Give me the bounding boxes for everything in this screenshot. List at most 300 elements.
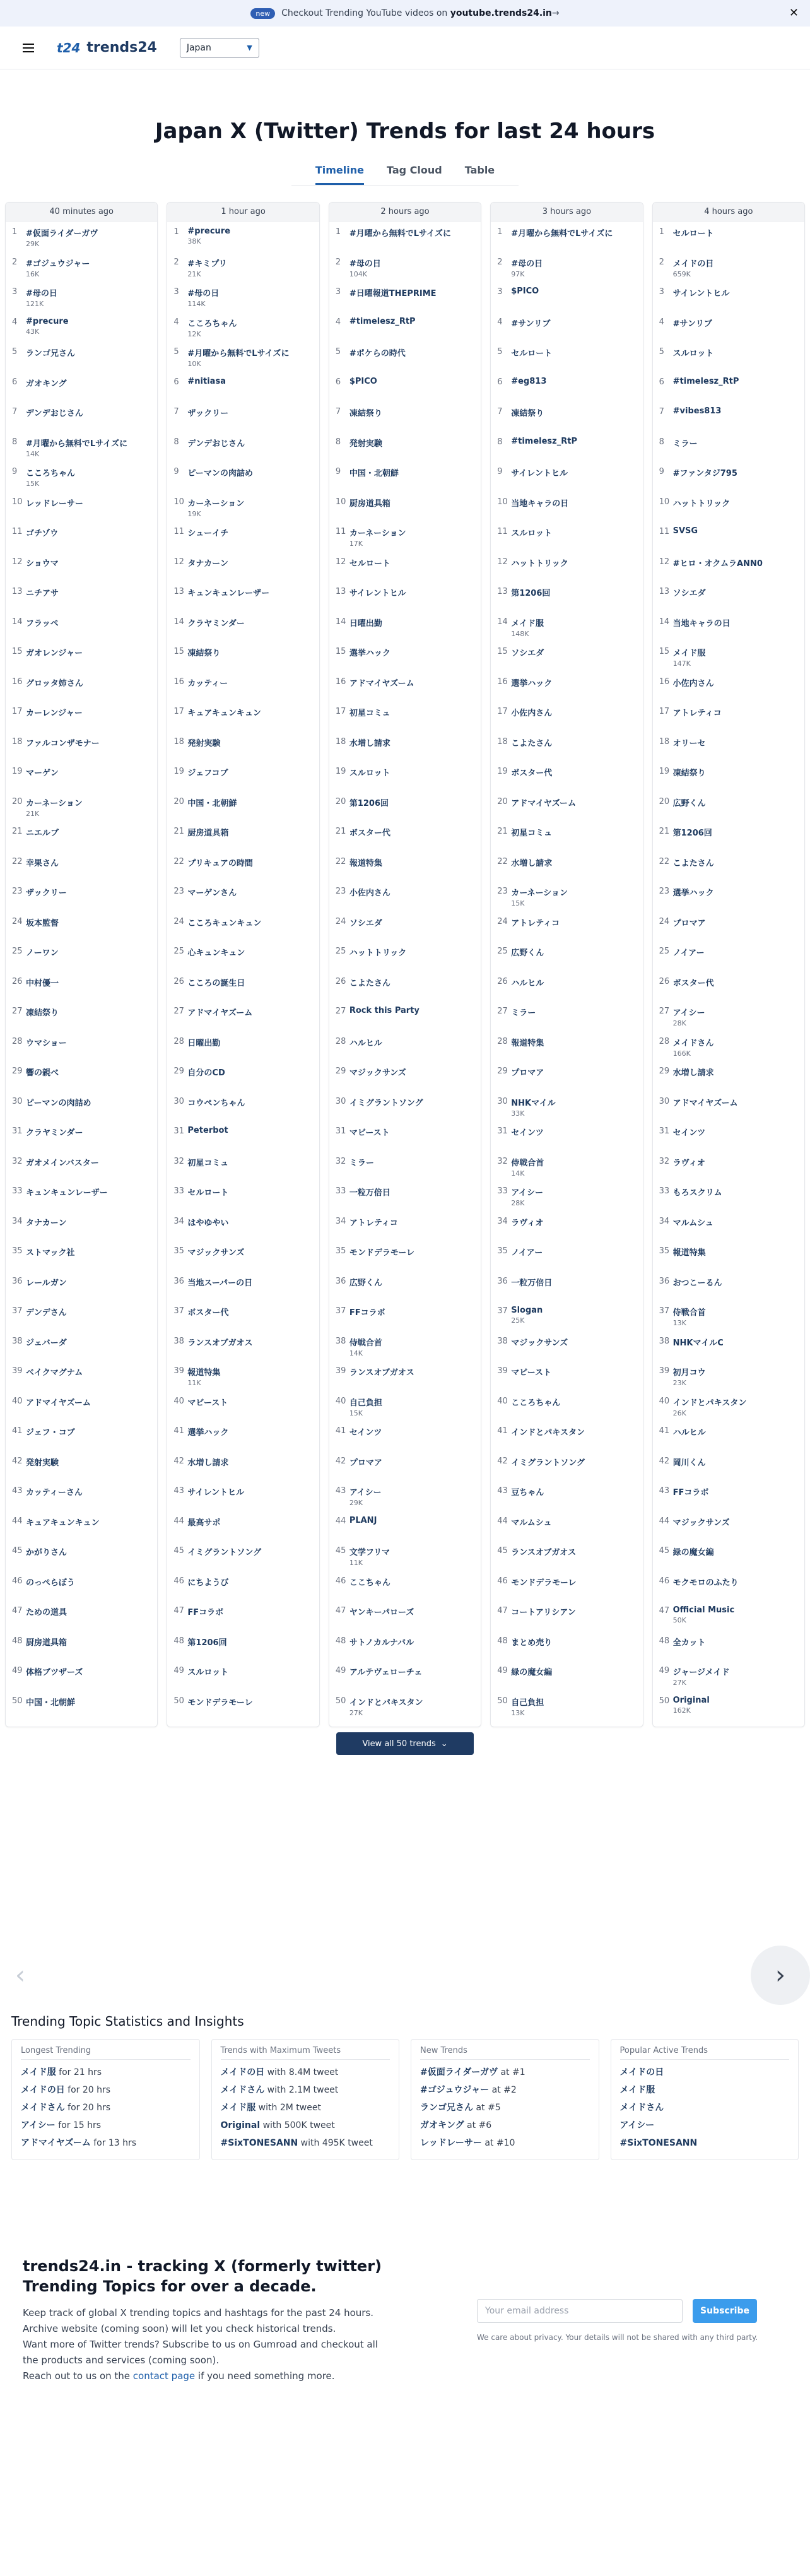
trend-link[interactable]: プロマア — [511, 1068, 544, 1078]
trend-link[interactable]: マジックサンズ — [511, 1338, 568, 1348]
trend-link[interactable]: 当地スーパーの日 — [187, 1278, 253, 1288]
trend-link[interactable]: ボスター代 — [672, 978, 714, 988]
trend-link[interactable]: $PICO — [511, 287, 539, 296]
trend-link[interactable]: ウマショー — [26, 1038, 67, 1048]
chevron-right-icon[interactable]: › — [751, 1946, 810, 2005]
trend-link[interactable]: 一粒万倍日 — [349, 1188, 390, 1198]
trend-link[interactable]: 第1206回 — [349, 798, 389, 808]
trend-link[interactable]: キュアキュンキュン — [26, 1518, 100, 1528]
tab-timeline[interactable]: Timeline — [315, 164, 364, 185]
trend-link[interactable]: サイレントヒル — [511, 469, 568, 478]
trend-link[interactable]: ガオメインバスター — [26, 1158, 99, 1168]
trend-link[interactable]: 選挙ハック — [511, 678, 553, 688]
trend-link[interactable]: セルロート — [672, 229, 714, 239]
contact-link[interactable]: contact page — [132, 2370, 196, 2382]
trend-link[interactable]: モンドデラモーレ — [187, 1698, 253, 1708]
trend-link[interactable]: 選挙ハック — [672, 889, 714, 898]
trend-link[interactable]: #月曜から無料でLサイズに — [349, 229, 451, 239]
trend-link[interactable]: $PICO — [349, 376, 377, 386]
trend-link[interactable]: キュアキュンキュン — [187, 709, 261, 718]
trend-link[interactable]: マルムシュ — [511, 1518, 552, 1528]
trend-link[interactable]: アドマイヤズーム — [26, 1398, 91, 1408]
trend-item — [167, 554, 319, 584]
trend-link[interactable]: ベイクマグナム — [26, 1368, 83, 1378]
trend-link[interactable]: アルテヴェローチェ — [349, 1668, 423, 1677]
trend-link[interactable]: ザックリー — [187, 409, 229, 418]
trend-link[interactable]: ハルヒル — [672, 1428, 706, 1438]
trend-link[interactable]: ピーマンの肉詰め — [26, 1098, 91, 1108]
trend-link[interactable]: 豆ちゃん — [511, 1488, 544, 1498]
trend-link[interactable]: #キミプリ — [187, 259, 227, 269]
trend-link[interactable]: 水増し請求 — [672, 1068, 714, 1078]
trend-link[interactable]: 発射実験 — [26, 1458, 59, 1468]
trend-link[interactable]: 岡川くん — [672, 1458, 706, 1468]
trend-link[interactable]: 響の親べ — [26, 1068, 59, 1078]
trend-link[interactable]: 中国・北朝鮮 — [26, 1698, 76, 1708]
trend-link[interactable]: 凍結祭り — [511, 409, 544, 418]
trend-link[interactable]: 心キュンキュン — [187, 948, 245, 958]
trend-link[interactable]: ジェバーダ — [26, 1338, 67, 1348]
trend-link[interactable]: モンドデラモーレ — [511, 1578, 577, 1588]
stat-detail: with 500K tweet — [260, 2120, 335, 2130]
trend-rank: 4 — [173, 317, 179, 327]
trend-link[interactable]: 自己負担 — [349, 1398, 382, 1408]
trend-link[interactable]: コートアリシアン — [511, 1608, 576, 1617]
stat-trend-link[interactable]: #ゴジュウジャー — [420, 2085, 490, 2095]
trend-link[interactable]: #母の日 — [187, 289, 220, 298]
trend-link[interactable]: 第1206回 — [187, 1638, 227, 1648]
trend-link[interactable]: #timelesz_RtP — [511, 436, 577, 446]
trend-link[interactable]: こよたさん — [349, 978, 390, 988]
tab-tag-cloud[interactable]: Tag Cloud — [386, 164, 442, 176]
trend-link[interactable]: カッティー — [187, 678, 228, 688]
trend-link[interactable]: ジェフ・コブ — [26, 1428, 75, 1438]
trend-link[interactable]: #サンリブ — [511, 319, 551, 329]
trend-link[interactable]: インドとパキスタン — [511, 1428, 585, 1438]
trend-link[interactable]: インドとパキスタン — [672, 1398, 747, 1408]
trend-link[interactable]: 体格ブツザーズ — [26, 1668, 83, 1677]
trend-link[interactable]: アドマイヤズーム — [349, 678, 414, 688]
stat-trend-link[interactable]: レッドレーサー — [420, 2138, 482, 2148]
trend-link[interactable]: セルロート — [187, 1188, 229, 1198]
trend-link[interactable]: 報道特集 — [349, 858, 382, 868]
stat-trend-link[interactable]: アイシー — [21, 2120, 56, 2130]
trend-link[interactable]: アイシー — [672, 1008, 705, 1018]
trend-link[interactable]: FFコラボ — [349, 1308, 385, 1318]
trend-link[interactable]: かがりさん — [26, 1548, 68, 1557]
tweet-count: 27K — [349, 1708, 363, 1717]
stat-trend-link[interactable]: #SixTONESANN — [619, 2138, 698, 2148]
tab-table[interactable]: Table — [464, 164, 495, 176]
trend-link[interactable]: まとめ売り — [511, 1638, 553, 1648]
trend-link[interactable]: ハルヒル — [511, 978, 544, 988]
trend-link[interactable]: マジックサンズ — [349, 1068, 406, 1078]
trend-link[interactable]: #eg813 — [511, 376, 547, 386]
trend-link[interactable]: ここちゃん — [349, 1578, 390, 1588]
trend-link[interactable]: #母の日 — [26, 289, 57, 298]
trend-link[interactable]: 水増し請求 — [187, 1458, 229, 1468]
trend-link[interactable]: マルムシュ — [672, 1218, 713, 1228]
trend-link[interactable]: Rock this Party — [349, 1006, 420, 1015]
trend-link[interactable]: #timelesz_RtP — [672, 376, 739, 386]
trend-link[interactable]: デンデさん — [26, 1308, 67, 1318]
stat-trend-link[interactable]: #仮面ライダーガヴ — [420, 2067, 498, 2077]
trend-link[interactable]: タナカーン — [26, 1218, 67, 1228]
trend-link[interactable]: キュンキュンレーザー — [26, 1188, 108, 1198]
trend-link[interactable]: 厨房道具箱 — [26, 1638, 68, 1648]
trend-link[interactable]: プロマア — [349, 1458, 382, 1468]
trend-link[interactable]: キュンキュンレーザー — [187, 589, 270, 598]
trend-link[interactable]: 選挙ハック — [349, 649, 390, 658]
trend-link[interactable]: アイシー — [349, 1488, 382, 1498]
trend-link[interactable]: デンデおじさん — [187, 439, 245, 449]
trend-link[interactable]: ハットトリック — [672, 499, 731, 509]
trend-link[interactable]: #ポケらの時代 — [349, 349, 406, 358]
trend-link[interactable]: ノイアー — [672, 948, 705, 958]
trend-link[interactable]: Original — [672, 1695, 710, 1705]
trend-link[interactable]: 厨房道具箱 — [187, 829, 229, 838]
trend-link[interactable]: クラヤミンダー — [187, 618, 245, 629]
banner-text[interactable]: Checkout Trending YouTube videos on youtube.trends24.in→ — [281, 8, 560, 18]
trend-link[interactable]: セインツ — [672, 1128, 706, 1138]
trend-link[interactable]: マーゲン — [26, 769, 59, 778]
trend-link[interactable]: 中村優一 — [26, 978, 59, 988]
trend-link[interactable]: ガオキング — [26, 379, 67, 389]
trend-link[interactable]: ザックリー — [26, 889, 67, 898]
trend-link[interactable]: 坂本監督 — [26, 918, 59, 928]
trend-link[interactable]: 凍結祭り — [187, 649, 221, 658]
stat-trend-link[interactable]: メイドさん — [619, 2103, 664, 2113]
trend-link[interactable]: #月曜から無料でLサイズに — [511, 229, 613, 239]
trend-link[interactable]: こころちゃん — [511, 1398, 561, 1408]
view-all-button[interactable] — [336, 1732, 474, 1755]
stat-trend-link[interactable]: ガオキング — [420, 2120, 464, 2130]
logo-icon[interactable]: t24 — [57, 40, 81, 56]
trend-link[interactable]: 文学フリマ — [349, 1548, 390, 1557]
trend-item — [167, 1603, 319, 1633]
trend-link[interactable]: 凍結祭り — [349, 409, 382, 418]
trend-link[interactable]: セインツ — [349, 1428, 382, 1438]
trend-link[interactable]: 小佐内さん — [349, 889, 390, 898]
trend-link[interactable]: #precure — [187, 227, 231, 236]
trend-link[interactable]: 厨房道具箱 — [349, 499, 390, 509]
trend-link[interactable]: ための道具 — [26, 1608, 68, 1617]
trend-link[interactable]: スルロット — [187, 1668, 229, 1677]
trend-link[interactable]: 発射実験 — [349, 439, 382, 449]
trend-link[interactable]: #ゴジュウジャー — [26, 259, 90, 269]
trend-link[interactable]: マジックサンズ — [187, 1248, 245, 1258]
trend-link[interactable]: セルロート — [511, 349, 553, 358]
stat-trend-link[interactable]: Original — [220, 2120, 261, 2130]
trend-link[interactable]: #月曜から無料でLサイズに — [187, 349, 290, 358]
trend-link[interactable]: クラヤミンダー — [26, 1128, 83, 1138]
trend-link[interactable]: スルロット — [349, 769, 390, 778]
trend-link[interactable]: 自己負担 — [511, 1698, 544, 1708]
trend-link[interactable]: FFコラボ — [187, 1608, 224, 1617]
trend-link[interactable]: セルロート — [349, 558, 390, 569]
trend-link[interactable]: 当地キャラの日 — [511, 499, 569, 509]
trend-link[interactable]: #nitiasa — [187, 376, 226, 386]
trend-link[interactable]: アイシー — [511, 1188, 544, 1198]
trend-link[interactable]: 水増し請求 — [511, 858, 553, 868]
trend-link[interactable]: メイド服 — [672, 649, 706, 658]
trend-link[interactable]: 緑の魔女編 — [511, 1668, 553, 1677]
trend-link[interactable]: ニエルブ — [26, 829, 59, 838]
trend-link[interactable]: 初星コミュ — [187, 1158, 229, 1168]
trend-link[interactable]: 小佐内さん — [672, 678, 714, 688]
stat-trend-link[interactable]: アドマイヤズーム — [21, 2138, 91, 2148]
trend-link[interactable]: ハットトリック — [511, 558, 568, 569]
trend-link[interactable]: コウペンちゃん — [187, 1098, 245, 1108]
trend-link[interactable]: ニチアサ — [26, 589, 59, 598]
trend-link[interactable]: ランスオブガオス — [187, 1338, 253, 1348]
trend-link[interactable]: 日曜出勤 — [349, 618, 382, 629]
trend-link[interactable]: ストマック社 — [26, 1248, 75, 1258]
trend-link[interactable]: マジックサンズ — [672, 1518, 730, 1528]
trend-link[interactable]: ミラー — [511, 1008, 536, 1018]
trend-link[interactable]: レッドレーサー — [26, 499, 83, 509]
trend-link[interactable]: ノイアー — [511, 1248, 543, 1258]
chevron-left-icon[interactable]: ‹ — [15, 1961, 25, 1990]
trend-link[interactable]: ガオレンジャー — [26, 649, 83, 658]
trend-link[interactable]: 発射実験 — [187, 738, 221, 748]
stat-trend-link[interactable]: メイドさん — [21, 2103, 65, 2113]
trend-link[interactable]: 凍結祭り — [26, 1008, 59, 1018]
trend-item — [329, 1633, 481, 1663]
trend-link[interactable]: ソシエダ — [349, 918, 382, 928]
trend-link[interactable]: 緑の魔女編 — [672, 1548, 714, 1557]
trend-link[interactable]: カーレンジャー — [26, 709, 83, 718]
trend-link[interactable]: 中国・北朝鮮 — [349, 469, 399, 478]
trend-link[interactable]: 凍結祭り — [672, 769, 706, 778]
trend-link[interactable]: ボスター代 — [349, 829, 390, 838]
trend-link[interactable]: 中国・北朝鮮 — [187, 798, 237, 808]
trend-link[interactable]: #ファンタジ795 — [672, 469, 737, 478]
trend-link[interactable]: ゴチゾウ — [26, 529, 59, 538]
trend-link[interactable]: #precure — [26, 316, 69, 326]
stat-trend-link[interactable]: メイド服 — [619, 2085, 655, 2095]
trend-link[interactable]: 第1206回 — [672, 829, 712, 838]
trend-link[interactable]: スルロット — [672, 349, 714, 358]
trend-link[interactable]: PLANJ — [349, 1515, 377, 1525]
trend-link[interactable]: サイレントヒル — [672, 289, 730, 298]
trend-link[interactable]: NHKマイルC — [672, 1338, 724, 1348]
trend-link[interactable]: マビースト — [187, 1398, 228, 1408]
trend-link[interactable]: こころちゃん — [26, 469, 76, 478]
trend-link[interactable]: にちようび — [187, 1578, 229, 1588]
trend-link[interactable]: イミグラントソング — [511, 1458, 585, 1468]
trend-link[interactable]: ランスオブガオス — [349, 1368, 414, 1378]
stat-trend-link[interactable]: ランゴ兄さん — [420, 2103, 473, 2113]
trend-link[interactable]: #timelesz_RtP — [349, 316, 416, 326]
trend-link[interactable]: アトレティコ — [511, 918, 560, 928]
trend-item — [329, 224, 481, 254]
trend-link[interactable]: #月曜から無料でLサイズに — [26, 439, 128, 449]
trend-link[interactable]: ヤンキーパローズ — [349, 1608, 414, 1617]
trend-link[interactable]: 報道特集 — [187, 1368, 221, 1378]
trend-link[interactable]: ボスター代 — [511, 769, 553, 778]
trend-link[interactable]: ソシエダ — [511, 649, 544, 658]
trend-link[interactable]: カーネーション — [349, 529, 406, 538]
trend-link[interactable]: セインツ — [511, 1128, 544, 1138]
trend-link[interactable]: サイレントヒル — [187, 1488, 245, 1498]
trend-link[interactable]: ハットトリック — [349, 948, 407, 958]
tweet-count: 25K — [511, 1316, 525, 1325]
trend-link[interactable]: FFコラボ — [672, 1488, 709, 1498]
trend-link[interactable]: SVSG — [672, 526, 698, 536]
trend-link[interactable]: 広野くん — [672, 798, 706, 808]
stat-trend-link[interactable]: メイドの日 — [619, 2067, 664, 2077]
trend-link[interactable]: カーネーション — [26, 798, 83, 808]
stat-line — [221, 2081, 390, 2099]
trend-link[interactable]: #母の日 — [349, 259, 381, 269]
trend-link[interactable]: アドマイヤズーム — [187, 1008, 253, 1018]
trend-link[interactable]: デンデおじさん — [26, 409, 83, 418]
trend-link[interactable]: ジェフコブ — [187, 769, 228, 778]
trend-link[interactable]: Official Music — [672, 1605, 735, 1615]
stat-trend-link[interactable]: メイド服 — [21, 2067, 56, 2077]
trend-link[interactable]: マビースト — [349, 1128, 390, 1138]
trend-link[interactable]: マビースト — [511, 1368, 552, 1378]
trend-rank: 15 — [497, 647, 508, 656]
stat-trend-link[interactable]: メイドの日 — [21, 2085, 65, 2095]
trend-link[interactable]: 小佐内さん — [511, 709, 553, 718]
trend-link[interactable]: 侍戦合首 — [511, 1158, 544, 1168]
trend-link[interactable]: ノーワン — [26, 948, 59, 958]
trend-link[interactable]: ランゴ兄さん — [26, 349, 76, 358]
trend-item — [491, 254, 642, 285]
trend-item — [329, 1333, 481, 1364]
logo-text[interactable]: trends24 — [86, 40, 157, 56]
trend-link[interactable]: フラッペ — [26, 618, 59, 629]
trend-link[interactable]: 選挙ハック — [187, 1428, 229, 1438]
trend-link[interactable]: オリーセ — [672, 738, 706, 748]
trend-link[interactable]: インドとパキスタン — [349, 1698, 423, 1708]
trend-link[interactable]: 初月コウ — [672, 1368, 706, 1378]
trend-link[interactable]: 初星コミュ — [349, 709, 390, 718]
trend-link[interactable]: ミラー — [672, 439, 698, 449]
trend-link[interactable]: はやゆやい — [187, 1218, 229, 1228]
trend-link[interactable]: アトレティコ — [672, 709, 722, 718]
trend-link[interactable]: カッティーさん — [26, 1488, 83, 1498]
stat-trend-link[interactable]: アイシー — [619, 2120, 655, 2130]
trend-link[interactable]: 当地キャラの日 — [672, 618, 731, 629]
trend-link[interactable]: #ヒロ・オクムラANN0 — [672, 558, 763, 569]
trend-link[interactable]: サイレントヒル — [349, 589, 406, 598]
trend-link[interactable]: もろスクリム — [672, 1188, 722, 1198]
trend-link[interactable]: #仮面ライダーガヴ — [26, 229, 98, 239]
trend-link[interactable]: ピーマンの肉詰め — [187, 469, 253, 478]
trend-link[interactable]: 全カット — [672, 1638, 706, 1648]
trend-link[interactable]: タナカーン — [187, 558, 228, 569]
trend-link[interactable]: ボスター代 — [187, 1308, 229, 1318]
trend-link[interactable]: ソシエダ — [672, 589, 706, 598]
trend-link[interactable]: アトレティコ — [349, 1218, 398, 1228]
trend-link[interactable]: シューイチ — [187, 529, 229, 538]
trend-link[interactable]: おつこーるん — [672, 1278, 722, 1288]
trend-link[interactable]: ミラー — [349, 1158, 374, 1168]
trend-link[interactable]: カーネーション — [511, 889, 568, 898]
trend-link[interactable]: 最高サポ — [187, 1518, 221, 1528]
trend-link[interactable]: プリキュアの時間 — [187, 858, 253, 868]
trend-link[interactable]: NHKマイル — [511, 1098, 556, 1108]
stat-trend-link[interactable]: メイド服 — [220, 2103, 256, 2113]
trend-link[interactable]: モンドデラモーレ — [349, 1248, 415, 1258]
trend-link[interactable]: 広野くん — [349, 1278, 382, 1288]
trend-link[interactable]: ラヴィオ — [511, 1218, 544, 1228]
stat-trend-link[interactable]: メイドさん — [220, 2085, 265, 2095]
trend-rank: 34 — [173, 1216, 184, 1226]
trend-link[interactable]: 第1206回 — [511, 589, 551, 598]
trend-link[interactable]: 一粒万倍日 — [511, 1278, 553, 1288]
stat-trend-link[interactable]: メイドの日 — [220, 2067, 265, 2077]
trend-link[interactable]: 侍戦合首 — [349, 1338, 382, 1348]
trend-link[interactable]: 幸果さん — [26, 858, 59, 868]
trend-link[interactable]: Slogan — [511, 1306, 543, 1315]
trend-link[interactable]: 日曜出勤 — [187, 1038, 221, 1048]
trend-link[interactable]: プロマア — [672, 918, 706, 928]
subscribe-button[interactable]: Subscribe — [693, 2299, 757, 2323]
trend-link[interactable]: ジャージメイド — [672, 1668, 730, 1677]
trend-link[interactable]: 侍戦合首 — [672, 1308, 706, 1318]
trend-link[interactable]: イミグラントソング — [349, 1098, 423, 1108]
trend-link[interactable]: 報道特集 — [511, 1038, 544, 1048]
trend-item — [167, 254, 319, 285]
trend-link[interactable]: こころちゃん — [187, 319, 237, 329]
email-field[interactable] — [477, 2299, 683, 2323]
trend-link[interactable]: グロッタ姉さん — [26, 678, 83, 688]
trend-link[interactable]: 広野くん — [511, 948, 544, 958]
stat-trend-link[interactable]: #SixTONESANN — [220, 2138, 298, 2148]
trend-rank: 44 — [659, 1516, 670, 1526]
trend-link[interactable]: カーネーション — [187, 499, 245, 509]
trend-link[interactable]: Peterbot — [187, 1126, 228, 1135]
trend-link[interactable]: こよたさん — [511, 738, 553, 748]
trend-link[interactable]: #サンリブ — [672, 319, 712, 329]
country-select[interactable] — [180, 38, 259, 58]
trend-link[interactable]: メイドさん — [672, 1038, 714, 1048]
menu-icon[interactable] — [23, 44, 34, 52]
trend-link[interactable]: スルロット — [511, 529, 552, 538]
trend-link[interactable]: レールガン — [26, 1278, 67, 1288]
trend-link[interactable]: 報道特集 — [672, 1248, 706, 1258]
trend-link[interactable]: こよたさん — [672, 858, 714, 868]
trend-link[interactable]: #母の日 — [511, 259, 543, 269]
trend-link[interactable]: メイド服 — [511, 618, 544, 629]
trend-link[interactable]: ランスオブガオス — [511, 1548, 577, 1557]
trend-link[interactable]: のっぺらぼう — [26, 1578, 75, 1588]
trend-link[interactable]: イミグラントソング — [187, 1548, 262, 1557]
trend-link[interactable]: 初星コミュ — [511, 829, 552, 838]
trend-link[interactable]: ラヴィオ — [672, 1158, 705, 1168]
trend-link[interactable]: ファルコンザモナー — [26, 738, 100, 748]
trend-link[interactable]: 自分のCD — [187, 1068, 225, 1078]
trend-link[interactable]: こころの誕生日 — [187, 978, 245, 988]
close-icon[interactable]: ✕ — [789, 6, 799, 20]
trend-link[interactable]: ハルヒル — [349, 1038, 382, 1048]
trend-link[interactable]: #日曜報道THEPRIME — [349, 289, 437, 298]
trend-link[interactable]: #vibes813 — [672, 406, 722, 416]
trend-link[interactable]: こころキュンキュン — [187, 918, 262, 928]
trend-link[interactable]: モクモロのふたり — [672, 1578, 739, 1588]
trend-link[interactable]: ショウマ — [26, 558, 59, 569]
trend-link[interactable]: アドマイヤズーム — [511, 798, 577, 808]
trend-link[interactable]: アドマイヤズーム — [672, 1098, 738, 1108]
trend-link[interactable]: 水増し請求 — [349, 738, 390, 748]
trend-link[interactable]: サトノカルナバル — [349, 1638, 414, 1648]
trend-link[interactable]: メイドの日 — [672, 259, 714, 269]
trend-link[interactable]: マーゲンさん — [187, 889, 237, 898]
